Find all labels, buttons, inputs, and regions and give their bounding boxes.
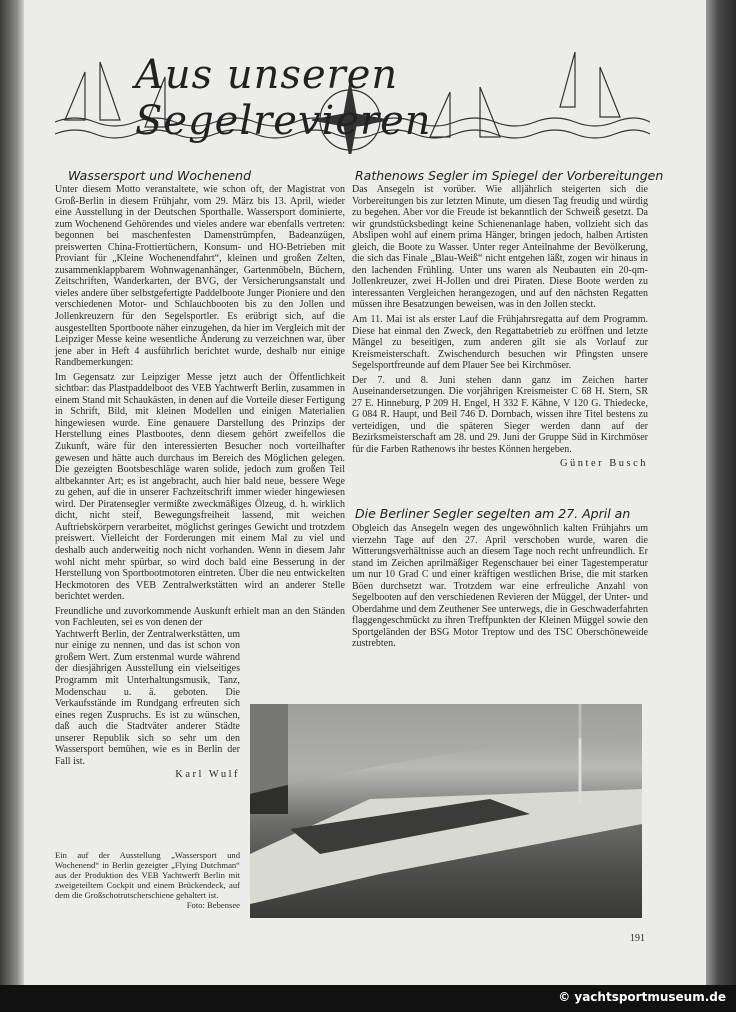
left-page-edge [0,0,24,985]
banner-title: Aus unseren Segelrevieren [135,52,432,144]
article-body [352,523,648,653]
paragraph: Der 7. und 8. Juni stehen dann ganz im Zeichen harter Auseinandersetzungen. Die vorjährigen Kreismeister C 68 H. Stern, SR 27 E. Hinneburg, P 209 H. Engel, H 332 F. Kähne, V 120 G. Thiedecke, G 084 R. Haupt, und Beil 746 D. Dornbach, wissen ihre Titel bestens zu verteidigen, und die späteren Sieger werden dann auf der Bezirksmeisterschaft am 28. und 29. Juni der Gruppe Süd in Kirchmöser für die Farben Rathenows ihr bestes Können hergeben. [352,374,648,456]
book-spine-edge [706,0,736,985]
paragraph: Im Gegensatz zur Leipziger Messe jetzt auch der Öffentlichkeit sichtbar: das Plastpaddelboot des VEB Yachtwerft Berlin, zusammen in einem Stand mit Schaukästen, in denen auf die Vorteile dieser Fertigung in Schrift, Bild, mit kleinen Modellen und einigen Materialien hingewiesen wurde. Eine genauere Darstellung des Prinzips der Herstellung eines Plastbootes, denn diesem gehört zweifellos die Zukunft, wäre für den interessierten Besucher noch vorteilhafter gewesen und hätte auch durchaus im Bereich des Möglichen gelegen. Die gezeigten Bootsbeschläge waren solide, jedoch zum großen Teil altbekannter Art; es ist angebracht, auch hier bald neue, bessere Wege zu gehen, auf die in unserer Fachzeitschrift immer wieder hingewiesen wird. Der Piratensegler vermißte zweckmäßiges Ölzeug, d. h. wirklich dicht, nicht steif, Bewegungsfreiheit lassend, mit weichen Auftriebskörpern verarbeitet, möglichst geringes Gewicht und trotzdem preiswert. Vielleicht der Forderungen mit einem Mal zu viel und deshalb auch anderweitig noch nicht vorhanden. Wenn in diesem Jahr wohl nicht mehr spürbar, so wird doch bald eine Besserung in der Herstellung von Sportbootmotoren eintreten. Über die neu entwickelten Heckmotoren des VEB Zentralwerkstätten wird an anderer Stelle berichtet werden. [55,371,345,603]
article-heading: Wassersport und Wochenend [68,168,252,183]
paragraph: Yachtwerft Berlin, der Zentralwerkstätten, um nur einige zu nennen, und das ist schon von großem Wert. Zum erstenmal wurde während der diesjährigen Ausstellung ein vielseitiges Programm mit Unterhaltungsmusik, Tanz, Modenschau u. ä. geboten. Die Verkaufsstände im Rundgang erfreuten sich eines regen Zuspruchs. Es ist zu wünschen, daß auch die Stadtväter anderer Städte unserer Republik sich so sehr um den Wassersport bemühen, wie es in Berlin der Fall ist. [55,628,240,767]
paragraph: Unter diesem Motto veranstaltete, wie schon oft, der Magistrat von Groß-Berlin in diesem Frühjahr, vom 29. März bis 13. April, wieder eine Ausstellung in der Deutschen Sporthalle. Wassersport dominierte, zum Wochenend Gehörendes und vieles andere war ebenfalls vertreten: begonnen bei maschenfesten Damenstrümpfen, Badeanzügen, preiswerten China-Frottiertüchern, Konsum- und HO-Betrieben mit Proviant für „Kleine Wochenendfahrt“, kleinen und großen Zelten, zusammenklappbarem Wohnwagenanhänger, Gartenmöbeln, Büchern, Zeitschriften, Wanderkarten, der BVG, der Versicherungsanstalt und vieles andere über selbstgefertigte Paddelboote Junger Pioniere und den verschiedenen Motor- und Schlauchbooten bis zu den Jollen und Jollenkreuzern für den Segelsportler. Es erübrigt sich, auf die ausgestellten Sportboote näher einzugehen, da hier im Vergleich mit der Leipziger Messe keine wesentliche Änderung zu verzeichnen war, über jene aber in Heft 4 ausführlich berichtet wurde, deshalb nur einige Randbemerkungen: [55,184,345,369]
article-body [55,184,345,781]
boat-photo [250,704,642,918]
author: Günter Busch [559,457,648,469]
article-heading: Rathenows Segler im Spiegel der Vorbereitungen [355,168,664,183]
caption-text: Ein auf der Ausstellung „Wassersport und Wochenend“ in Berlin gezeigter „Flying Dutchman“ aus der Produktion des VEB Yachtwerft Berlin mit zweigeteiltem Cockpit und einem Brückendeck, auf dem die Großschotrutscherschiene gehaltert ist. [55,850,240,900]
page-number: 191 [630,933,645,944]
photo-caption [55,850,240,910]
article-heading: Die Berliner Segler segelten am 27. April an [355,506,631,521]
flying-dutchman-dinghy-image [250,704,642,918]
paragraph: Am 11. Mai ist als erster Lauf die Frühjahrsregatta auf dem Programm. Diese hat einmal den Zweck, den Regattabetrieb zu eröffnen und letzte Mängel zu beseitigen, zum anderen gilt sie als Vorlauf zur Kreismeisterschaft. Zwischendurch besuchen wir Pfingsten unsere Segelsportfreunde auf dem Plauer See bei Kirchmöser. [352,314,648,372]
photo-credit: Foto: Bebensee [186,900,240,910]
copyright-watermark: © yachtsportmuseum.de [558,990,726,1004]
header-banner [55,42,650,154]
author: Karl Wulf [175,769,240,781]
paragraph: Obgleich das Ansegeln wegen des ungewöhnlich kalten Frühjahrs um vierzehn Tage auf den 27. April verschoben wurde, waren die Witterungsverhältnisse auch an diesem Tage noch recht unfreundlich. Er stand im Zeichen aprilmäßiger Regenschauer bei einer Tagestemperatur um nur 10 Grad C und einer kräftigen westlichen Brise, die mit starken Böen durchsetzt war. Trotzdem war eine erfreuliche Anzahl von Segelbooten auf den verschiedenen Revieren der Müggel, der Unter- und Oberdahme und dem Zeuthener See unterwegs, die in Geschwaderfahrten flaggengeschmückt zu ihren Treffpunkten der Kleinen Müggel sowie den Sportgeländen der BSG Motor Treptow und des TSC Oberschöneweide zustrebten. [352,523,648,650]
paragraph: Das Ansegeln ist vorüber. Wie alljährlich steigerten sich die Vorbereitungen bis zur letzten Minute, um diesen Tag freudig und würdig zu begehen. Aber vor die Freude ist bekanntlich der Schweiß gesetzt. Da wir grundstücksbedingt keine Schienenanlage haben, vollzieht sich das Abslipen wohl auf einem prima Hänger, bringen jedoch, halben Artisten gleich, die Boote zu Wasser. Unter reger Anteilnahme der Bevölkerung, die sich das Finale „Blau-Weiß“ nicht entgehen läßt, zogen wir hinaus in den lachenden Frühling. Unter uns waren als Neubauten ein 20-qm-Jollenkreuzer, zwei H-Jollen und drei Piraten. Diese Boote werden zu interessanten Vergleichen herangezogen, und auf den nächsten Regatten müssen ihre Besatzungen beweisen, was in den Jollen steckt. [352,184,648,311]
paragraph: Freundliche und zuvorkommende Auskunft erhielt man an den Ständen von Fachleuten, sei es von denen der [55,605,345,629]
article-body [352,184,648,469]
